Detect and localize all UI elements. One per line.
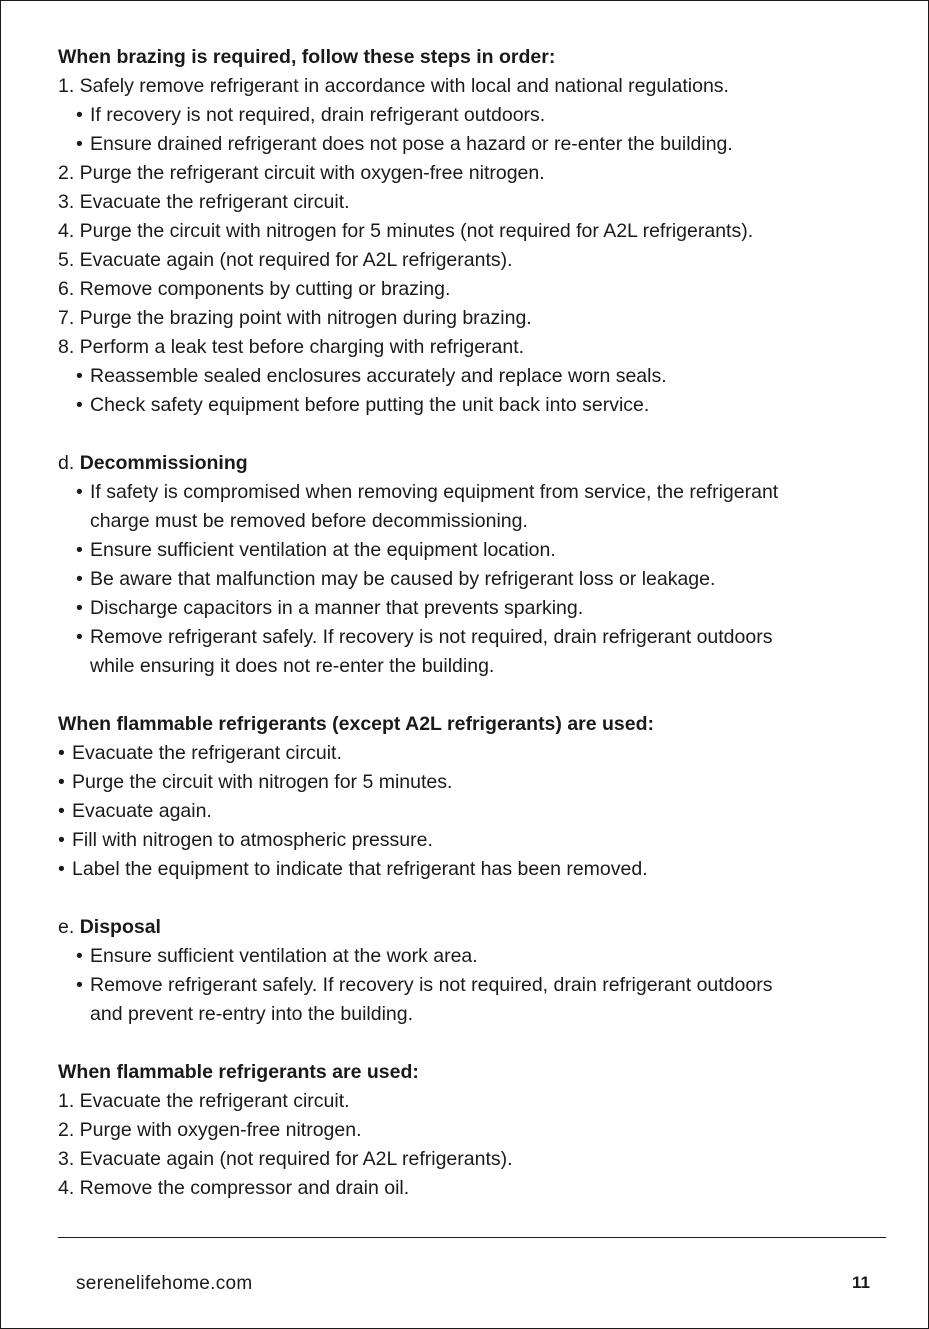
flammable-except-a2l-bullet-3: • Evacuate again. [58, 797, 888, 826]
disposal-heading [58, 913, 888, 942]
flammable-except-a2l-bullet-5: • Label the equipment to indicate that refrigerant has been removed. [58, 855, 888, 884]
decommissioning-bullet-5-cont: while ensuring it does not re-enter the building. [90, 655, 495, 677]
decommissioning-bullet-4: • Discharge capacitors in a manner that prevents sparking. [58, 594, 888, 623]
brazing-step-5: 5. Evacuate again (not required for A2L refrigerants). [58, 249, 513, 271]
section-letter: e. [58, 916, 80, 938]
brazing-heading: When brazing is required, follow these steps in order: [58, 46, 556, 68]
flammable-heading: When flammable refrigerants are used: [58, 1061, 419, 1083]
decommissioning-bullet-1-cont: charge must be removed before decommissioning. [90, 510, 528, 532]
brazing-step-4: 4. Purge the circuit with nitrogen for 5 minutes (not required for A2L refrigerants). [58, 220, 754, 242]
brazing-step-8-bullet-1: • Reassemble sealed enclosures accurately and replace worn seals. [58, 362, 888, 391]
brazing-step-1-bullet-2: • Ensure drained refrigerant does not pose a hazard or re-enter the building. [58, 130, 888, 159]
brazing-step-1-bullet-1: • If recovery is not required, drain refrigerant outdoors. [58, 101, 888, 130]
decommissioning-heading [58, 449, 888, 478]
decommissioning-bullet-5: • Remove refrigerant safely. If recovery is not required, drain refrigerant outdoors [58, 623, 888, 652]
section-letter: d. [58, 452, 80, 474]
flammable-step-2: 2. Purge with oxygen-free nitrogen. [58, 1119, 362, 1141]
flammable-except-a2l-bullet-1: • Evacuate the refrigerant circuit. [58, 739, 888, 768]
disposal-bullet-2-cont: and prevent re-entry into the building. [90, 1003, 414, 1025]
flammable-except-a2l-bullet-2: • Purge the circuit with nitrogen for 5 minutes. [58, 768, 888, 797]
brazing-step-2: 2. Purge the refrigerant circuit with oxygen-free nitrogen. [58, 162, 545, 184]
flammable-except-a2l-bullet-4: • Fill with nitrogen to atmospheric pressure. [58, 826, 888, 855]
flammable-except-a2l-heading: When flammable refrigerants (except A2L refrigerants) are used: [58, 713, 655, 735]
brazing-step-8: 8. Perform a leak test before charging with refrigerant. [58, 336, 525, 358]
disposal-bullet-2: • Remove refrigerant safely. If recovery is not required, drain refrigerant outdoors [58, 971, 888, 1000]
flammable-step-1: 1. Evacuate the refrigerant circuit. [58, 1090, 350, 1112]
page-number: 11 [852, 1273, 870, 1292]
section-title: Decommissioning [79, 452, 248, 474]
footer-divider [58, 1237, 886, 1238]
decommissioning-bullet-1: • If safety is compromised when removing equipment from service, the refrigerant [58, 478, 888, 507]
decommissioning-bullet-3: • Be aware that malfunction may be caused by refrigerant loss or leakage. [58, 565, 888, 594]
brazing-step-7: 7. Purge the brazing point with nitrogen during brazing. [58, 307, 532, 329]
footer-website: serenelifehome.com [76, 1273, 253, 1294]
brazing-step-8-bullet-2: • Check safety equipment before putting the unit back into service. [58, 391, 888, 420]
page-content [58, 43, 888, 1203]
flammable-step-4: 4. Remove the compressor and drain oil. [58, 1177, 410, 1199]
flammable-step-3: 3. Evacuate again (not required for A2L refrigerants). [58, 1148, 513, 1170]
brazing-step-1: 1. Safely remove refrigerant in accordance with local and national regulations. [58, 75, 729, 97]
decommissioning-bullet-2: • Ensure sufficient ventilation at the equipment location. [58, 536, 888, 565]
section-title: Disposal [79, 916, 161, 938]
brazing-step-6: 6. Remove components by cutting or brazing. [58, 278, 451, 300]
brazing-step-3: 3. Evacuate the refrigerant circuit. [58, 191, 350, 213]
disposal-bullet-1: • Ensure sufficient ventilation at the work area. [58, 942, 888, 971]
